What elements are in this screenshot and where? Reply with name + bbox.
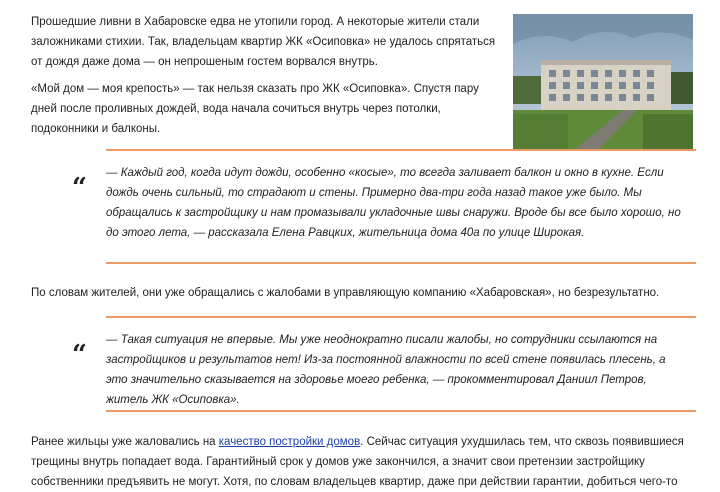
construction-quality-link[interactable]: качество постройки домов bbox=[218, 436, 361, 448]
quote-mark-icon: “ bbox=[72, 340, 87, 370]
quote-divider-bottom bbox=[106, 410, 696, 412]
paragraph-text: . Сейчас ситуация ухудшилась тем, что сквозь появившиеся трещины внутрь попадает вода. Гарантийный срок у домов уже закончился, а значит свои претензии застройщику собственники предъявить не могут. Хотя, по словам владельцев квартир, даже при действии гарантии, добиться чего-то bbox=[31, 436, 684, 488]
paragraph-fortress: «Мой дом — моя крепость» — так нельзя сказать про ЖК «Осиповка». Спустя пару дней после проливных дождей, вода начала сочиться внутрь через потолки, подоконники и балконы. bbox=[31, 83, 479, 135]
paragraph-intro: Прошедшие ливни в Хабаровске едва не утопили город. А некоторые жители стали заложниками стихии. Так, владельцам квартир ЖК «Осиповка» не удалось спрятаться от дождя даже дома — он непрошеным гостем ворвался внутрь. bbox=[31, 16, 496, 68]
quote-ravtskikh: — Каждый год, когда идут дожди, особенно «косые», то всегда заливает балкон и окно в кухне. Если дождь очень сильный, то страдают и стены. Примерно два-три года назад такое уже было. Мы обращались к застройщику и нам промазывали укладочные швы снаружи. Вроде бы все было хорошо, но до этого лета, — рассказала Елена Равцких, жительница дома 40а по улице Широкая. bbox=[106, 167, 681, 239]
quote-divider-bottom bbox=[106, 262, 696, 264]
quote-petrov: — Такая ситуация не впервые. Мы уже неоднократно писали жалобы, но сотрудники ссылаются на застройщиков и результатов нет! Из-за постоянной влажности по всей стене появилась плесень, а это значительно сказывается на здоровье моего ребенка, — прокомментировал Даниил Петров, житель ЖК «Осиповка». bbox=[106, 334, 666, 406]
quote-divider-top bbox=[106, 316, 696, 318]
quote-divider-top bbox=[106, 149, 696, 151]
building-photo bbox=[513, 14, 693, 151]
building-photo-image bbox=[513, 14, 693, 151]
paragraph-complaints: По словам жителей, они уже обращались с жалобами в управляющую компанию «Хабаровская», но безрезультатно. bbox=[31, 287, 660, 299]
paragraph-earlier-complaints bbox=[31, 432, 691, 492]
paragraph-text: Ранее жильцы уже жаловались на bbox=[31, 436, 219, 448]
quote-mark-icon: “ bbox=[72, 173, 87, 203]
